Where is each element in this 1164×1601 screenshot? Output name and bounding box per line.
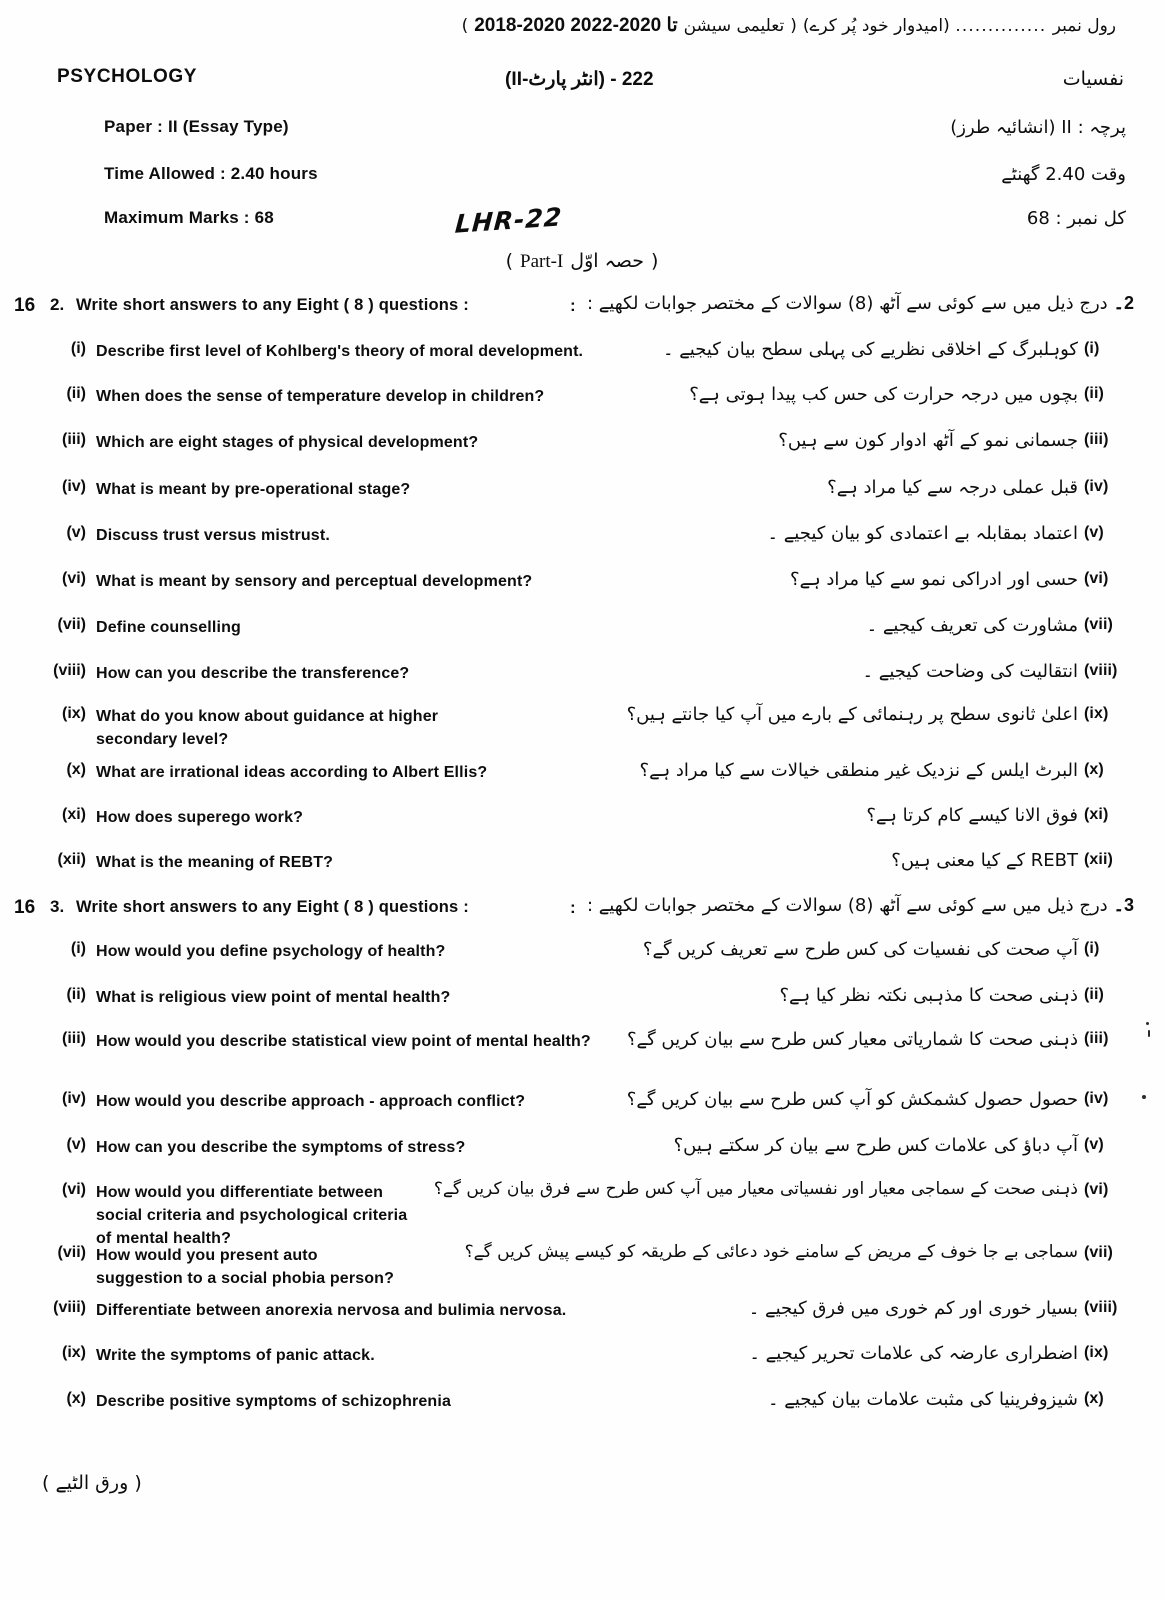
item-text-urdu: البرٹ ایلس کے نزدیک غیر منطقی خیالات سے کیا مراد ہے؟	[639, 760, 1078, 781]
item-text-urdu: مشاورت کی تعریف کیجیے ۔	[866, 615, 1078, 636]
item-number-english: (viii)	[53, 1299, 86, 1316]
paper-code: 222 - (انٹر پارٹ-II)	[505, 69, 654, 90]
item-number-english: (vii)	[57, 616, 86, 633]
question-3-heading	[0, 897, 1164, 927]
item-text-urdu: ذہنی صحت کے سماجی معیار اور نفسیاتی معیار میں آپ کس طرح سے فرق بیان کریں گے؟	[433, 1179, 1078, 1199]
item-text-english: How would you describe statistical view point of mental health?	[96, 1033, 591, 1050]
item-number-urdu: (iv)	[1084, 478, 1109, 495]
item-text-english: Differentiate between anorexia nervosa and bulimia nervosa.	[96, 1302, 567, 1319]
time-allowed-row	[0, 164, 1164, 194]
item-text-urdu: بچوں میں درجہ حرارت کی حس کب پیدا ہوتی ہے؟	[689, 384, 1078, 405]
item-text-english: How does superego work?	[96, 809, 304, 826]
question-2-prompt-english: Write short answers to any Eight ( 8 ) questions :	[76, 296, 469, 314]
item-text-urdu: انتقالیت کی وضاحت کیجیے ۔	[862, 661, 1078, 682]
item-number-urdu: (v)	[1084, 524, 1104, 541]
item-text-english: Write the symptoms of panic attack.	[96, 1347, 375, 1364]
item-number-english: (iv)	[62, 1090, 86, 1107]
item-number-urdu: (xi)	[1084, 806, 1109, 823]
question-2-prompt-urdu: درج ذیل میں سے کوئی سے آٹھ (8) سوالات کے مختصر جوابات لکھیے	[598, 293, 1108, 314]
question-3-prompt-english: Write short answers to any Eight ( 8 ) questions :	[76, 898, 469, 916]
turn-over-footer	[42, 1472, 142, 1494]
maximum-marks-urdu: کل نمبر : 68	[1026, 208, 1126, 229]
question-2-number-urdu: 2۔	[1113, 293, 1134, 313]
item-number-urdu: (x)	[1084, 761, 1104, 778]
item-number-english: (ii)	[66, 385, 86, 402]
roll-number-line	[0, 14, 1164, 48]
handwritten-centre-annotation: LHR-22	[454, 202, 564, 239]
item-text-english: What is meant by pre-operational stage?	[96, 481, 411, 498]
item-text-urdu: آپ صحت کی نفسیات کی کس طرح سے تعریف کریں گے؟	[642, 939, 1078, 960]
item-text-english: Describe positive symptoms of schizophrenia	[96, 1393, 451, 1410]
item-text-urdu: حسی اور ادراکی نمو سے کیا مراد ہے؟	[790, 569, 1078, 590]
scan-speck	[1142, 1095, 1146, 1099]
item-text-urdu: شیزوفرینیا کی مثبت علامات بیان کیجیے ۔	[768, 1389, 1078, 1410]
item-number-urdu: (vi)	[1084, 1181, 1109, 1198]
item-text-urdu: ذہنی صحت کا شماریاتی معیار کس طرح سے بیان کریں گے؟	[626, 1029, 1078, 1050]
session-paren-close: )	[461, 16, 469, 36]
item-number-english: (i)	[70, 940, 86, 957]
part-label-urdu: حصہ اوّل	[570, 250, 644, 272]
item-text-english: What is religious view point of mental health?	[96, 989, 451, 1006]
item-number-english: (ix)	[62, 705, 86, 722]
question-3-prompt-urdu: درج ذیل میں سے کوئی سے آٹھ (8) سوالات کے مختصر جوابات لکھیے	[598, 895, 1108, 916]
item-number-urdu: (iii)	[1084, 1030, 1109, 1047]
question-3-marks: 16	[14, 897, 36, 918]
item-text-english: How would you describe approach - approach conflict?	[96, 1093, 526, 1110]
item-number-english: (v)	[66, 1136, 86, 1153]
item-number-urdu: (i)	[1084, 940, 1100, 957]
item-text-english: Describe first level of Kohlberg's theory of moral development.	[96, 343, 584, 360]
item-text-english: How would you present auto suggestion to a social phobia person?	[96, 1247, 395, 1288]
subject-row	[0, 66, 1164, 100]
item-text-urdu: فوق الانا کیسے کام کرتا ہے؟	[866, 805, 1078, 826]
paper-type-urdu: پرچہ : II (انشائیہ طرز)	[950, 117, 1126, 138]
item-number-english: (iii)	[62, 1030, 86, 1047]
item-text-urdu: سماجی بے جا خوف کے مریض کے سامنے خود دعائی کے طریقہ کو کیسے پیش کریں گے؟	[464, 1242, 1078, 1262]
item-text-english: How can you describe the symptoms of stress?	[96, 1139, 466, 1156]
question-2-colon-urdu: :	[586, 293, 594, 314]
item-number-urdu: (xii)	[1084, 851, 1113, 868]
question-3-prompt-urdu-group	[587, 895, 1134, 916]
item-text-urdu: کوہلبرگ کے اخلاقی نظریے کی پہلی سطح بیان کیجیے ۔	[662, 339, 1078, 360]
item-text-english: What is the meaning of REBT?	[96, 854, 334, 871]
question-3-number: 3.	[50, 897, 65, 916]
item-number-english: (iii)	[62, 431, 86, 448]
item-text-urdu: بسیار خوری اور کم خوری میں فرق کیجیے ۔	[748, 1298, 1078, 1319]
question-3-number-urdu: 3۔	[1113, 895, 1134, 915]
item-text-english: Discuss trust versus mistrust.	[96, 527, 330, 544]
scan-speck	[1146, 1022, 1149, 1025]
item-number-english: (vi)	[62, 570, 86, 587]
item-text-english: What do you know about guidance at higher secondary level?	[96, 708, 439, 749]
item-text-urdu: جسمانی نمو کے آٹھ ادوار کون سے ہیں؟	[778, 430, 1078, 451]
item-number-urdu: (v)	[1084, 1136, 1104, 1153]
paper-type-english: Paper : II (Essay Type)	[104, 117, 289, 136]
session-label: تعلیمی سیشن	[683, 16, 785, 36]
question-2-prompt-urdu-group	[587, 293, 1134, 314]
item-number-urdu: (ix)	[1084, 705, 1109, 722]
item-number-english: (ii)	[66, 986, 86, 1003]
question-2-marks: 16	[14, 295, 36, 316]
item-number-urdu: (iv)	[1084, 1090, 1109, 1107]
item-number-urdu: (ii)	[1084, 385, 1104, 402]
part-paren-close: )	[505, 250, 514, 272]
question-2-heading	[0, 295, 1164, 325]
question-3-colon-urdu: :	[586, 895, 594, 916]
part-label-latin: Part-I	[520, 251, 564, 272]
item-text-english: How can you describe the transference?	[96, 665, 410, 682]
time-allowed-english: Time Allowed : 2.40 hours	[104, 164, 318, 183]
footer-paren-open: (	[134, 1472, 142, 1494]
item-number-english: (viii)	[53, 662, 86, 679]
part-paren-open: (	[650, 250, 659, 272]
footer-text: ورق الٹیے	[55, 1472, 129, 1494]
maximum-marks-english: Maximum Marks : 68	[104, 208, 274, 227]
item-number-english: (v)	[66, 524, 86, 541]
item-number-english: (xi)	[62, 806, 86, 823]
item-number-urdu: (vi)	[1084, 570, 1109, 587]
item-number-urdu: (i)	[1084, 340, 1100, 357]
item-text-urdu: اعتماد بمقابلہ بے اعتمادی کو بیان کیجیے ۔	[767, 523, 1078, 544]
item-number-english: (vi)	[62, 1181, 86, 1198]
item-number-english: (x)	[66, 761, 86, 778]
item-number-urdu: (ii)	[1084, 986, 1104, 1003]
scan-speck	[1148, 1030, 1150, 1037]
question-2-number: 2.	[50, 295, 65, 314]
subject-name-english: PSYCHOLOGY	[57, 66, 198, 87]
item-number-urdu: (viii)	[1084, 1299, 1118, 1316]
session-years: 2018-2020 تا 2020-2022	[474, 15, 678, 36]
item-text-urdu: آپ دباؤ کی علامات کس طرح سے بیان کر سکتے ہیں؟	[673, 1135, 1078, 1156]
item-text-urdu: ذہنی صحت کا مذہبی نکتہ نظر کیا ہے؟	[779, 985, 1078, 1006]
item-text-english: What is meant by sensory and perceptual development?	[96, 573, 533, 590]
item-number-english: (vii)	[57, 1244, 86, 1261]
item-text-english: How would you define psychology of health?	[96, 943, 446, 960]
item-text-urdu: REBT کے کیا معنی ہیں؟	[891, 850, 1078, 871]
item-text-english: How would you differentiate between social criteria and psychological criteria of mental health?	[96, 1184, 408, 1248]
item-text-urdu: قبل عملی درجہ سے کیا مراد ہے؟	[827, 477, 1078, 498]
item-number-english: (i)	[70, 340, 86, 357]
item-text-english: Define counselling	[96, 619, 241, 636]
paper-type-row	[0, 117, 1164, 147]
roll-number-label: رول نمبر	[1052, 16, 1116, 36]
item-text-english: What are irrational ideas according to Albert Ellis?	[96, 764, 488, 781]
item-number-english: (xii)	[57, 851, 86, 868]
item-text-english: When does the sense of temperature develop in children?	[96, 388, 545, 405]
item-number-urdu: (x)	[1084, 1390, 1104, 1407]
item-number-urdu: (ix)	[1084, 1344, 1109, 1361]
roll-number-dots: ..............	[955, 15, 1047, 35]
item-number-urdu: (vii)	[1084, 1244, 1113, 1261]
question-3-colon: :	[570, 898, 576, 917]
question-2-colon: :	[570, 296, 576, 315]
item-text-urdu: اضطراری عارضہ کی علامات تحریر کیجیے ۔	[749, 1343, 1078, 1364]
item-number-urdu: (iii)	[1084, 431, 1109, 448]
time-allowed-urdu: وقت 2.40 گھنٹے	[1001, 164, 1126, 185]
candidate-fill-note: (امیدوار خود پُر کرے)	[802, 16, 950, 36]
item-text-urdu: اعلیٰ ثانوی سطح پر رہنمائی کے بارے میں آپ کیا جانتے ہیں؟	[626, 704, 1078, 725]
subject-name-urdu: نفسیات	[1062, 68, 1124, 90]
item-number-english: (ix)	[62, 1344, 86, 1361]
part-heading	[0, 250, 1164, 273]
session-paren-open: (	[790, 16, 797, 36]
item-number-english: (iv)	[62, 478, 86, 495]
item-number-english: (x)	[66, 1390, 86, 1407]
footer-paren-close: )	[42, 1472, 50, 1494]
item-number-urdu: (viii)	[1084, 662, 1118, 679]
maximum-marks-row	[0, 208, 1164, 238]
item-text-english: Which are eight stages of physical development?	[96, 434, 479, 451]
item-text-urdu: حصول حصول کشمکش کو آپ کس طرح سے بیان کریں گے؟	[626, 1089, 1078, 1110]
item-number-urdu: (vii)	[1084, 616, 1113, 633]
